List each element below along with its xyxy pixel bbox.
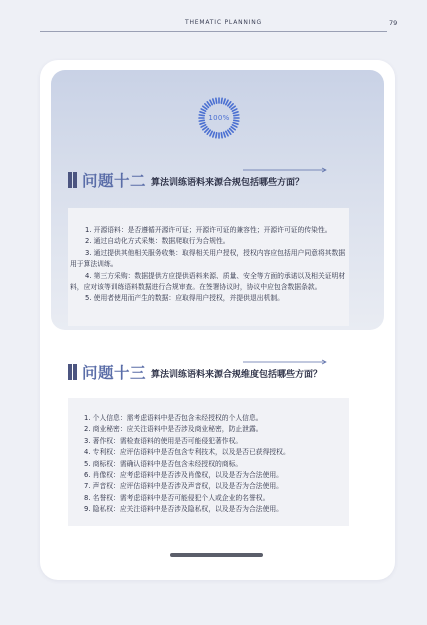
- header-divider: [40, 31, 387, 32]
- progress-tick: [231, 106, 235, 109]
- list-item: 1. 开源语料：是否遵循开源许可证；开源许可证的兼容性；开源许可证的传染性。: [85, 226, 332, 234]
- progress-tick: [228, 130, 231, 134]
- progress-tick: [213, 99, 215, 104]
- progress-tick: [200, 123, 205, 125]
- progress-tick: [210, 131, 212, 135]
- header-title: THEMATIC PLANNING: [185, 19, 263, 26]
- list-item: 8. 名誉权：需考虑语料中是否可能侵犯个人或企业的名誉权。: [84, 493, 270, 502]
- list-item: 6. 肖像权：应考虑语料中是否涉及肖像权，以及是否为合法使用。: [84, 471, 283, 480]
- progress-tick: [228, 102, 231, 106]
- progress-tick: [226, 131, 228, 135]
- progress-tick: [224, 99, 226, 104]
- progress-tick: [224, 132, 226, 137]
- list-item: 7. 声音权：应评估语料中是否涉及声音权，以及是否为合法使用。: [84, 482, 283, 491]
- progress-tick: [207, 130, 210, 134]
- question-13-heading: [68, 362, 368, 386]
- progress-tick: [210, 100, 212, 104]
- progress-tick: [201, 109, 205, 111]
- progress-tick: [231, 127, 235, 130]
- section-bars-icon: [68, 172, 78, 188]
- page-header: [0, 0, 427, 34]
- progress-tick: [221, 133, 222, 138]
- question-12-heading: [68, 170, 368, 194]
- list-item: 4. 第三方采购：数据提供方应提供语料来源、质量、安全等方面的承诺以及相关证明材料，应对该等训练语料数据进行合规审查。在签署协议时，协议中应包含数据条款。: [70, 271, 346, 292]
- section-bars-icon: [68, 364, 78, 380]
- scrollbar-handle[interactable]: [170, 553, 263, 557]
- arrow-right-icon: [243, 167, 327, 173]
- question-12-label: 问题十二: [82, 172, 147, 190]
- list-item: 5. 使用者使用而产生的数据：应取得用户授权，并提供退出机制。: [85, 294, 284, 303]
- answer-12-list: [70, 225, 348, 305]
- progress-tick: [203, 127, 207, 130]
- list-item: 3. 通过提供其他相关服务收集：取得相关用户授权，授权内容应包括用户同意将其数据用于算法训练。: [70, 248, 346, 269]
- question-13-title: 算法训练语料来源合规维度包括哪些方面？: [151, 370, 323, 380]
- answer-13-box: [68, 398, 349, 526]
- progress-tick: [201, 125, 205, 127]
- progress-tick: [232, 125, 236, 127]
- progress-tick: [221, 98, 222, 103]
- answer-13-list: [84, 413, 346, 516]
- progress-tick: [205, 129, 209, 133]
- arrow-right-icon: [243, 359, 327, 365]
- progress-tick: [216, 98, 217, 103]
- list-item: 1. 个人信息：需考虑语料中是否包含未经授权的个人信息。: [84, 414, 263, 422]
- progress-tick: [203, 106, 207, 109]
- progress-tick: [232, 109, 236, 111]
- list-item: 2. 通过自动化方式采集：数据爬取行为合规性。: [85, 237, 230, 246]
- progress-tick: [226, 100, 228, 104]
- progress-tick: [230, 104, 234, 108]
- progress-tick: [230, 129, 234, 133]
- question-13-label: 问题十三: [82, 364, 147, 382]
- progress-tick: [207, 102, 210, 106]
- list-item: 2. 商业秘密：应关注语料中是否涉及商业秘密，防止泄露。: [84, 425, 263, 434]
- progress-tick: [213, 132, 215, 137]
- progress-tick: [205, 104, 209, 108]
- progress-label: 100%: [208, 114, 230, 122]
- progress-tick: [233, 123, 238, 125]
- list-item: 9. 隐私权：应关注语料中是否涉及隐私权，以及是否为合法使用。: [84, 505, 283, 514]
- page-number: 79: [389, 19, 398, 27]
- list-item: 3. 著作权：需检查语料的使用是否可能侵犯著作权。: [84, 436, 243, 445]
- list-item: 5. 商标权：需确认语料中是否包含未经授权的商标。: [84, 459, 243, 468]
- list-item: 4. 专利权：应评估语料中是否包含专利技术，以及是否已获得授权。: [84, 448, 290, 457]
- answer-12-box: [68, 208, 349, 326]
- progress-tick: [216, 133, 217, 138]
- question-12-title: 算法训练语料来源合规包括哪些方面？: [151, 178, 305, 188]
